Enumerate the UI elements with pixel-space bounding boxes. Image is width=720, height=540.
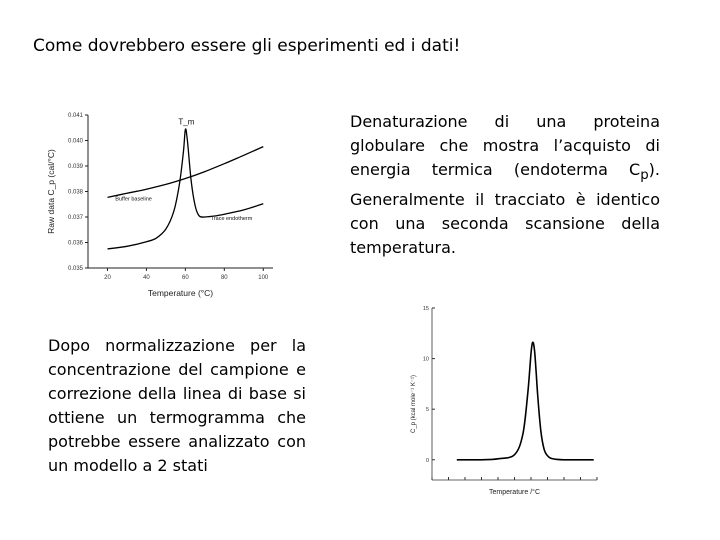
endotherm-curve — [108, 129, 264, 249]
y-axis-label: C_p (kcal mole⁻¹ K⁻¹) — [411, 374, 417, 434]
description-bottom: Dopo normalizzazione per la concentrazione del campione e correzione della linea di base si ottiene un termogramma che potrebbe essere analizzato con un modello a 2 stati — [48, 336, 306, 475]
y-tick-label: 15 — [422, 306, 429, 312]
peak-label: T_m — [178, 117, 195, 127]
y-tick-label: 0 — [425, 457, 429, 464]
baseline-curve — [108, 147, 264, 198]
x-tick-label: 100 — [258, 275, 269, 281]
y-tick-label: 0.037 — [67, 215, 83, 221]
series-label-baseline: Buffer baseline — [115, 196, 152, 203]
slide-title: Come dovrebbero essere gli esperimenti ed i dati! — [33, 36, 461, 56]
x-tick-label: 60 — [182, 275, 189, 281]
y-tick-label: 0.040 — [67, 138, 83, 145]
y-tick-label: 10 — [422, 356, 429, 363]
y-axis-label: Raw data C_p (cal/°C) — [46, 149, 56, 234]
series-label-endotherm: Trace endotherm — [210, 216, 253, 222]
x-tick-label: 40 — [143, 275, 150, 281]
y-tick-label: 5 — [425, 407, 429, 414]
raw-dsc-chart — [45, 95, 280, 305]
thermogram-curve — [457, 342, 594, 460]
y-tick-label: 0.035 — [67, 266, 83, 272]
y-tick-label: 0.038 — [67, 189, 83, 196]
description-top: Denaturazione di una proteina globulare che mostra l’acquisto di energia termica (endoterma $C_p$). Generalmente il tracciato è identico con una seconda scansione della temperatura. — [350, 112, 660, 258]
y-tick-label: 0.036 — [67, 240, 83, 247]
normalized-thermogram-chart — [405, 300, 605, 500]
x-axis-label: Temperature /°C — [488, 489, 541, 496]
x-tick-label: 80 — [220, 275, 228, 281]
y-tick-label: 0.039 — [67, 164, 83, 170]
x-axis-label: Temperature (°C) — [147, 288, 214, 298]
x-tick-label: 20 — [104, 275, 111, 281]
y-tick-label: 0.041 — [67, 113, 83, 119]
